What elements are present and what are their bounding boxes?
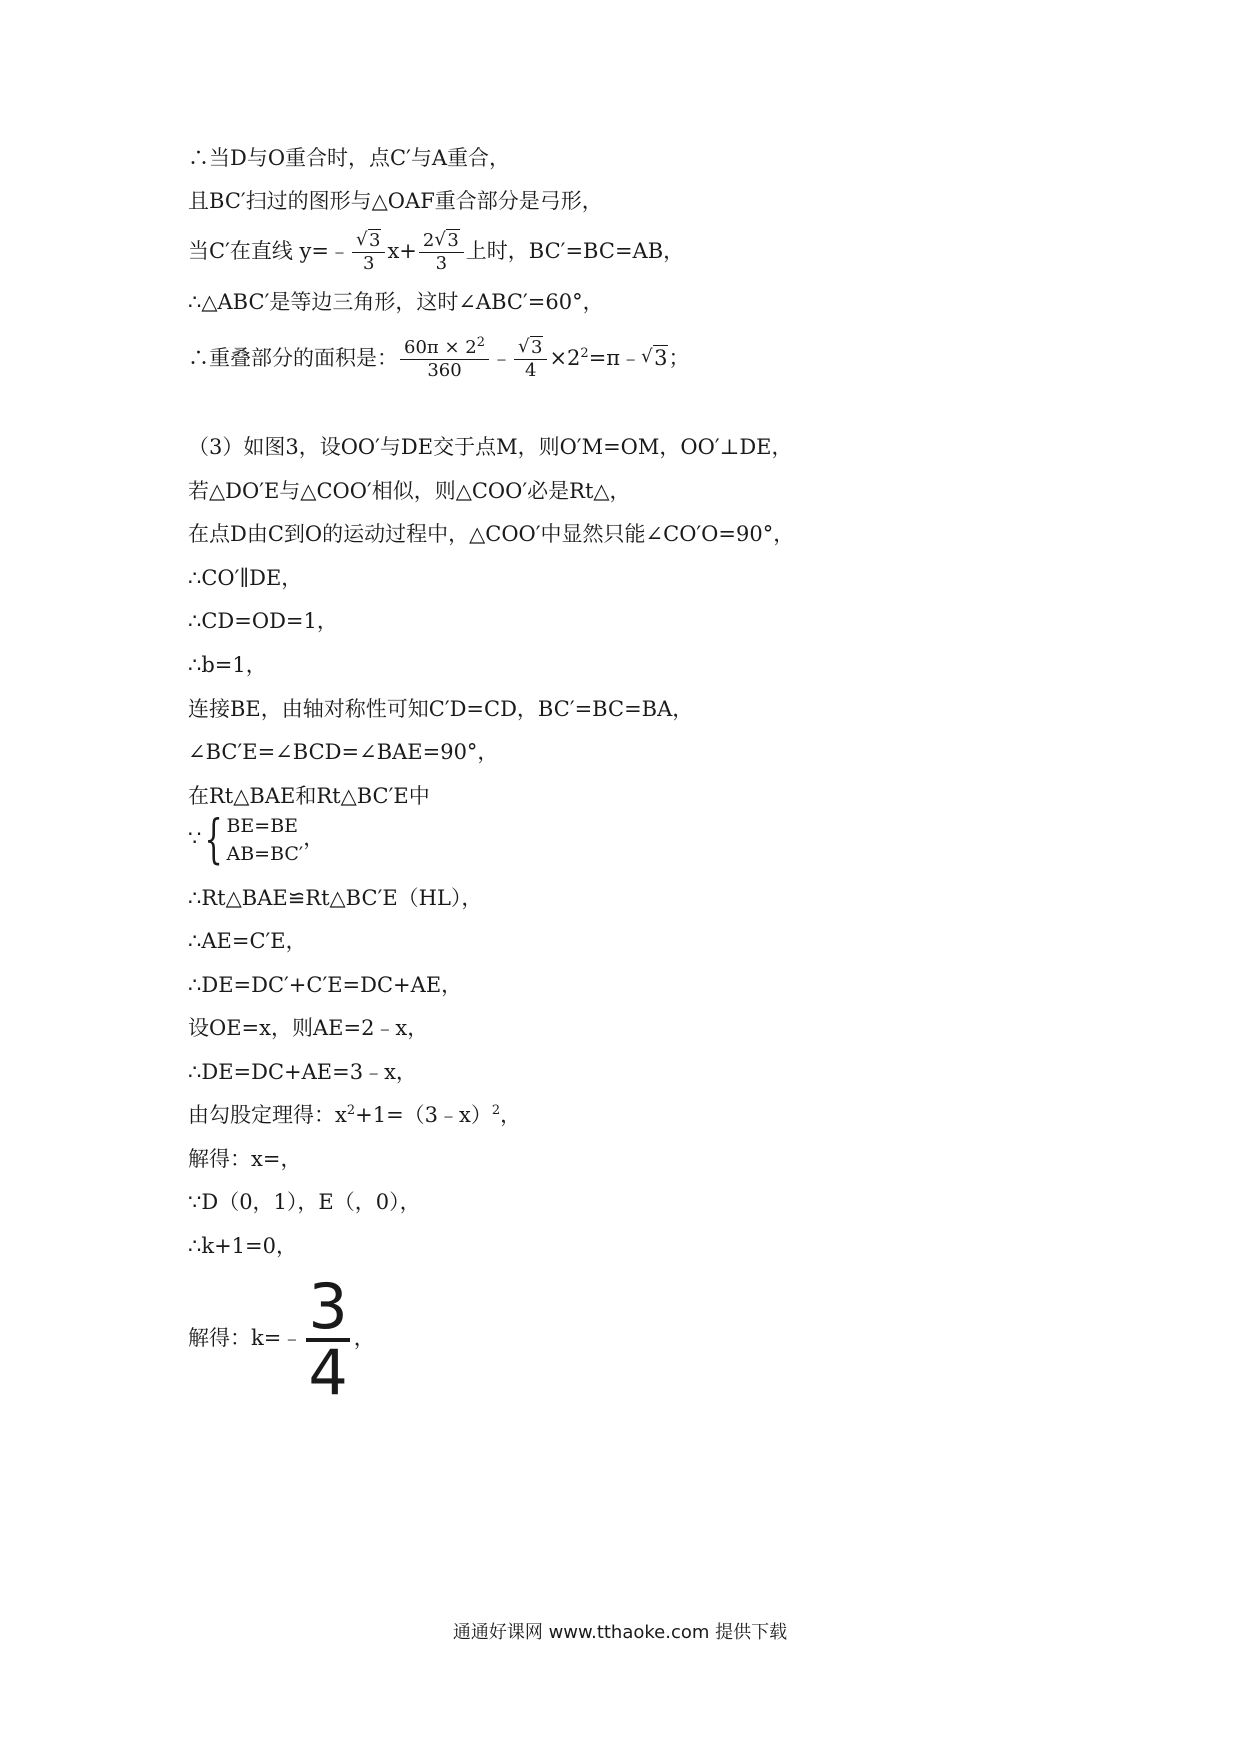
- solution-line-10: ∴CD=OD=1，: [188, 609, 338, 633]
- fraction-sector-area: $\frac{60\pi \times 2^2}{360}$: [400, 337, 489, 382]
- solution-line-16: ∴Rt△BAE≌Rt△BC′E（HL），: [188, 886, 483, 910]
- solution-line-14: 在Rt△BAE和Rt△BC′E中: [188, 784, 430, 808]
- fraction-sqrt3-over-4: √ $\frac{3}{4}$: [514, 337, 547, 382]
- solution-line-23: ∵D（0，1），E（，0），: [188, 1190, 421, 1214]
- solution-line-17: ∴AE=C′E，: [188, 929, 307, 953]
- solution-line-5: ∴重叠部分的面积是： $\frac{60\pi \times 2^2}{360}$ ﹣ √ $\frac{3}{4}$ $\times 2^2=\pi﹣√$ 3；: [188, 337, 689, 382]
- solution-line-20: ∴DE=DC+AE=3﹣x，: [188, 1060, 417, 1084]
- solution-line-11: ∴b=1，: [188, 653, 267, 677]
- fraction-3-over-4: $\frac{3}{4}$: [308, 1269, 348, 1409]
- solution-line-24: ∴k+1=0，: [188, 1234, 297, 1258]
- solution-line-12: 连接BE，由轴对称性可知C′D=CD，BC′=BC=BA，: [188, 697, 694, 721]
- equation-system: BE=BE AB=BC′: [226, 814, 304, 865]
- solution-line-8: 在点D由C到O的运动过程中，△COO′中显然只能∠CO′O=90°，: [188, 522, 795, 546]
- solution-line-1: ∴当D与O重合时，点C′与A重合，: [188, 146, 511, 170]
- solution-line-22: 解得：x=，: [188, 1147, 302, 1171]
- solution-line-6: （3）如图3，设OO′与DE交于点M，则O′M=OM，OO′⊥DE，: [188, 435, 793, 459]
- solution-line-2: 且BC′扫过的图形与△OAF重合部分是弓形，: [188, 189, 603, 213]
- solution-line-3: 当C′在直线 y=﹣ √ $\frac{3}{3}$ x+ $\frac{2√ 3}{3}$ 上时，BC′=BC=AB，: [188, 230, 684, 275]
- left-brace: {: [204, 809, 224, 870]
- solution-line-18: ∴DE=DC′+C′E=DC+AE，: [188, 973, 463, 997]
- fraction-2sqrt3-over-3: $\frac{2√ 3}{3}$: [419, 230, 464, 275]
- solution-line-4: ∴△ABC′是等边三角形，这时∠ABC′=60°，: [188, 290, 604, 314]
- solution-line-15-system: ∵{ BE=BE AB=BC′ ，: [188, 809, 325, 870]
- footer-watermark: 通通好课网 www.tthaoke.com 提供下载: [452, 1622, 788, 1643]
- solution-line-9: ∴CO′∥DE，: [188, 566, 303, 590]
- solution-line-13: ∠BC′E=∠BCD=∠BAE=90°，: [188, 740, 499, 764]
- solution-line-19: 设OE=x，则AE=2﹣x，: [188, 1016, 429, 1040]
- solution-line-25: 解得：k=﹣ $\frac{3}{4}$ ，: [188, 1269, 375, 1409]
- solution-line-21: 由勾股定理得：$x^2+1=(3﹣x)^2$，: [188, 1103, 522, 1127]
- solution-line-7: 若△DO′E与△COO′相似，则△COO′必是Rt△，: [188, 479, 631, 503]
- fraction-sqrt3-over-3: √ $\frac{3}{3}$: [352, 230, 385, 275]
- sqrt-3: √ 3: [641, 343, 668, 373]
